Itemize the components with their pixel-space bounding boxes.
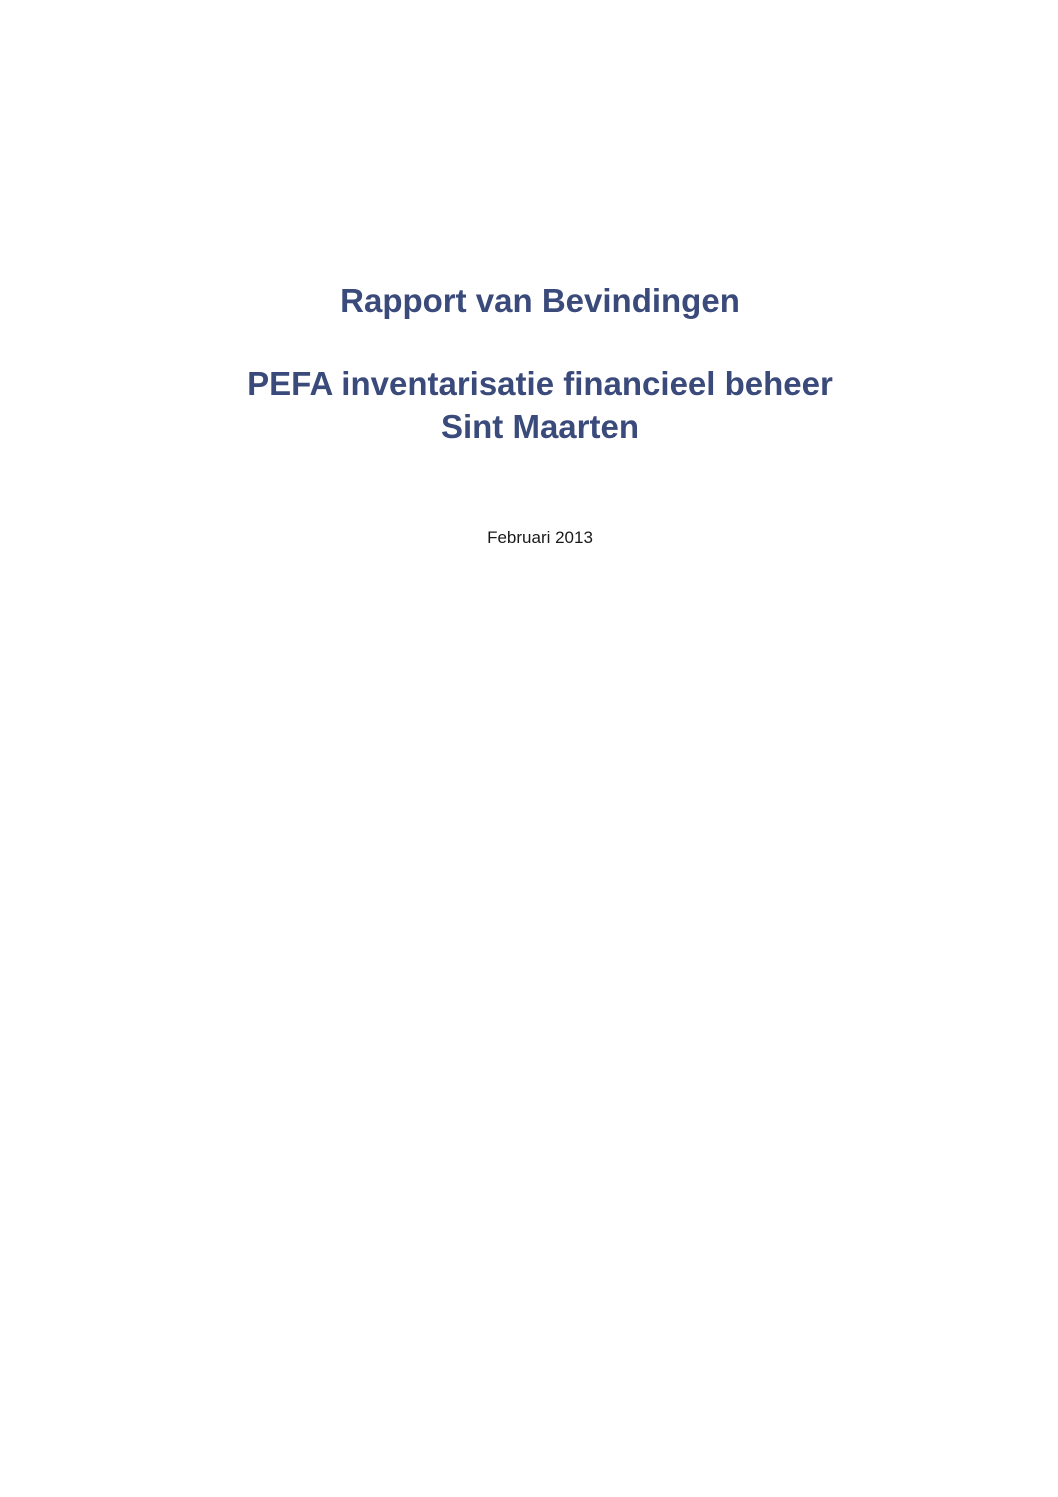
report-date: Februari 2013	[487, 528, 593, 547]
report-subtitle-line1: PEFA inventarisatie financieel beheer	[247, 365, 833, 402]
report-subtitle	[0, 362, 1058, 448]
report-title: Rapport van Bevindingen	[340, 282, 740, 319]
report-subtitle-line2: Sint Maarten	[440, 408, 640, 445]
